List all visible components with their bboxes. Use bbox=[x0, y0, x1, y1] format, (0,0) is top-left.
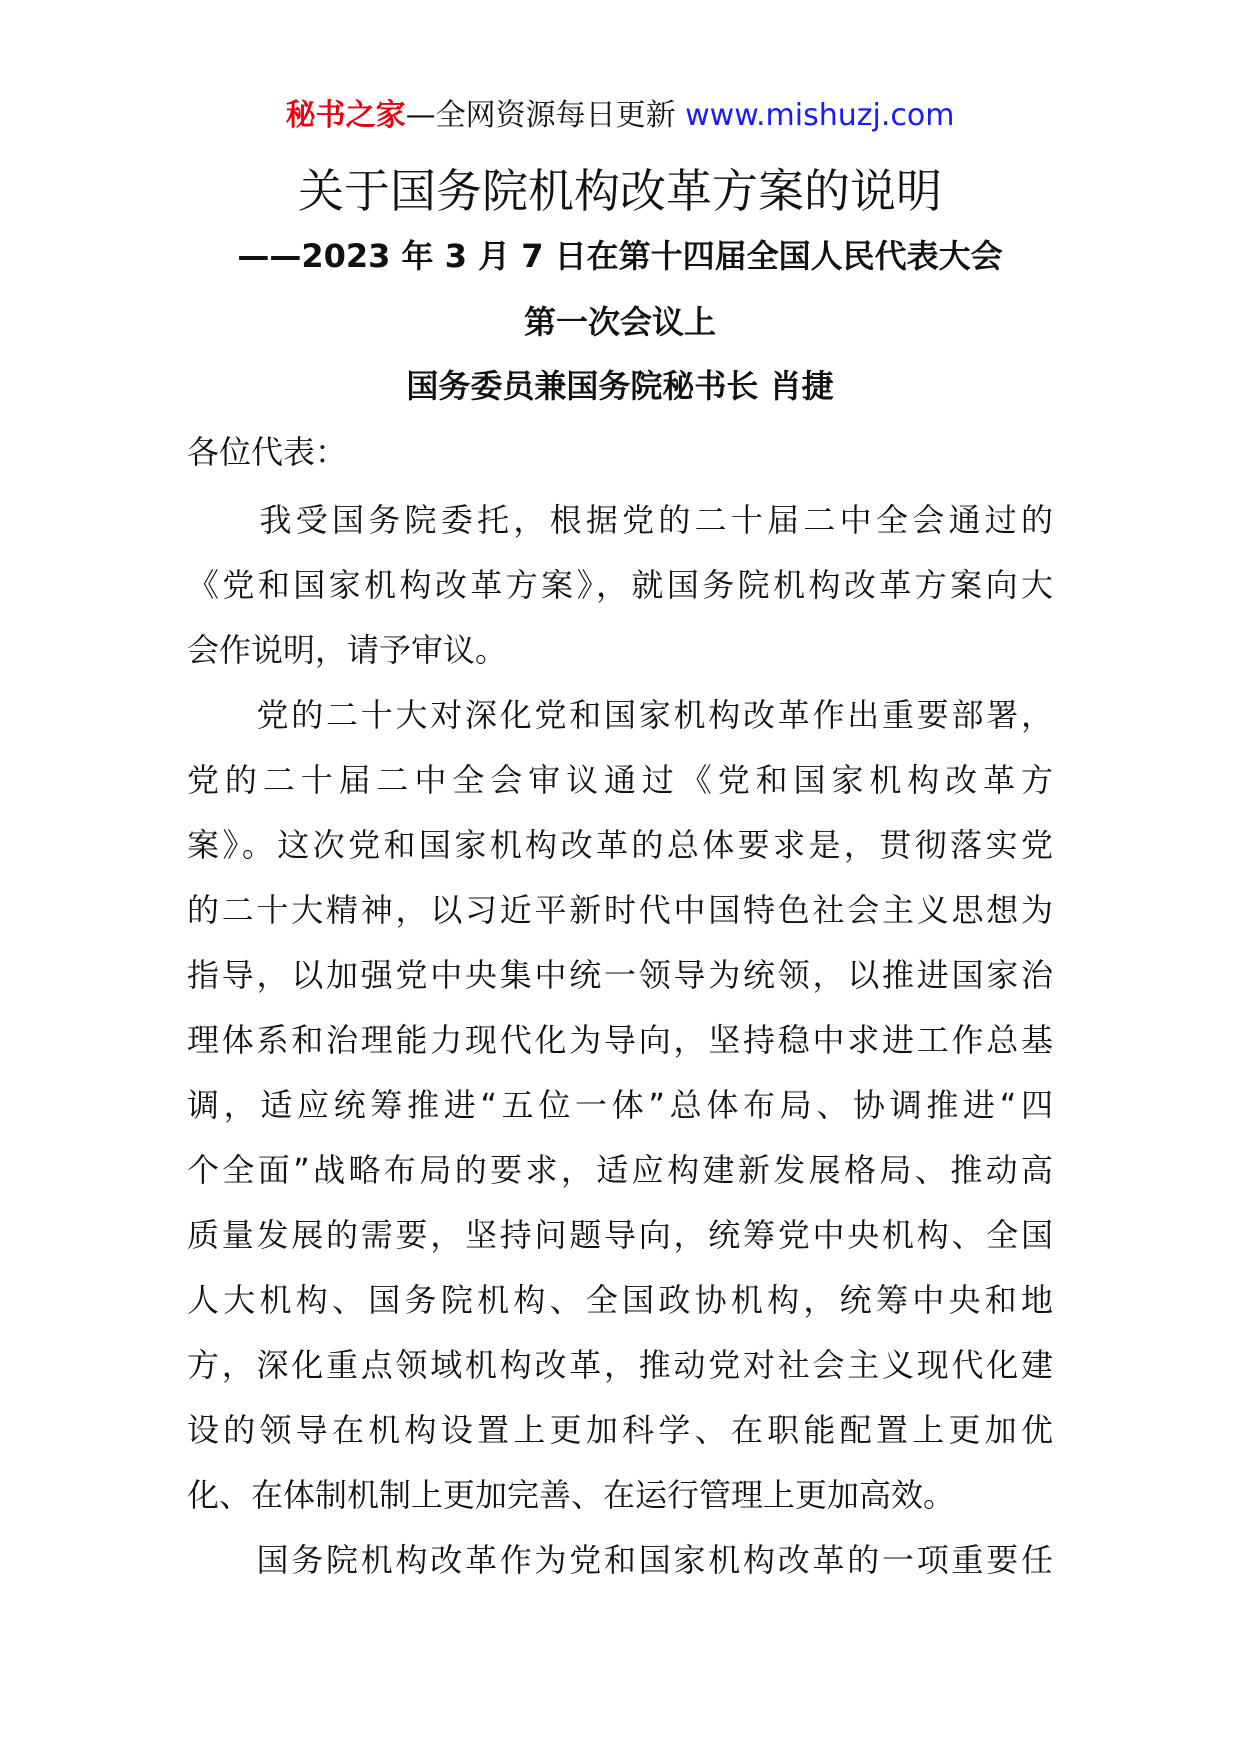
paragraph-line: 调，适应统筹推进“五位一体”总体布局、协调推进“四 bbox=[187, 1086, 1053, 1124]
paragraph-2 bbox=[187, 683, 1053, 1528]
paragraph-line: 党的二十届二中全会审议通过《党和国家机构改革方 bbox=[187, 761, 1053, 799]
paragraph-line: 方，深化重点领域机构改革，推动党对社会主义现代化建 bbox=[187, 1346, 1053, 1384]
paragraph-1 bbox=[187, 488, 1053, 683]
paragraph-line: 的二十大精神，以习近平新时代中国特色社会主义思想为 bbox=[187, 891, 1053, 929]
paragraph-line: 指导，以加强党中央集中统一领导为统领，以推进国家治 bbox=[187, 956, 1053, 994]
paragraph-line: 设的领导在机构设置上更加科学、在职能配置上更加优 bbox=[187, 1411, 1053, 1449]
paragraph-line: 《党和国家机构改革方案》，就国务院机构改革方案向大 bbox=[187, 566, 1053, 604]
salutation: 各位代表： bbox=[187, 433, 348, 471]
paragraph-line: 化、在体制机制上更加完善、在运行管理上更加高效。 bbox=[187, 1476, 956, 1514]
paragraph-line: 理体系和治理能力现代化为导向，坚持稳中求进工作总基 bbox=[187, 1021, 1053, 1059]
paragraph-line: 我受国务院委托，根据党的二十届二中全会通过的 bbox=[187, 501, 1053, 539]
brand-name: 秘书之家 bbox=[285, 98, 406, 133]
document-subtitle-line-1: ——2023 年 3 月 7 日在第十四届全国人民代表大会 bbox=[237, 237, 1003, 275]
paragraph-line: 党的二十大对深化党和国家机构改革作出重要部署， bbox=[187, 696, 1053, 734]
paragraph-line: 人大机构、国务院机构、全国政协机构，统筹中央和地 bbox=[187, 1281, 1053, 1319]
header-tagline: —全网资源每日更新 bbox=[405, 98, 676, 133]
paragraph-line: 会作说明，请予审议。 bbox=[187, 631, 508, 669]
paragraph-line: 国务院机构改革作为党和国家机构改革的一项重要任 bbox=[187, 1541, 1053, 1579]
document-subtitle-line-2: 第一次会议上 bbox=[523, 303, 716, 341]
paragraph-line: 质量发展的需要，坚持问题导向，统筹党中央机构、全国 bbox=[187, 1216, 1053, 1254]
document-title: 关于国务院机构改革方案的说明 bbox=[298, 164, 942, 218]
site-header bbox=[0, 96, 1240, 136]
paragraph-line: 案》。这次党和国家机构改革的总体要求是，贯彻落实党 bbox=[187, 826, 1053, 864]
speaker-byline: 国务委员兼国务院秘书长 肖捷 bbox=[406, 367, 834, 405]
paragraph-line: 个全面”战略布局的要求，适应构建新发展格局、推动高 bbox=[187, 1151, 1053, 1189]
site-url-link[interactable]: www.mishuzj.com bbox=[685, 98, 955, 133]
paragraph-3 bbox=[187, 1528, 1053, 1593]
